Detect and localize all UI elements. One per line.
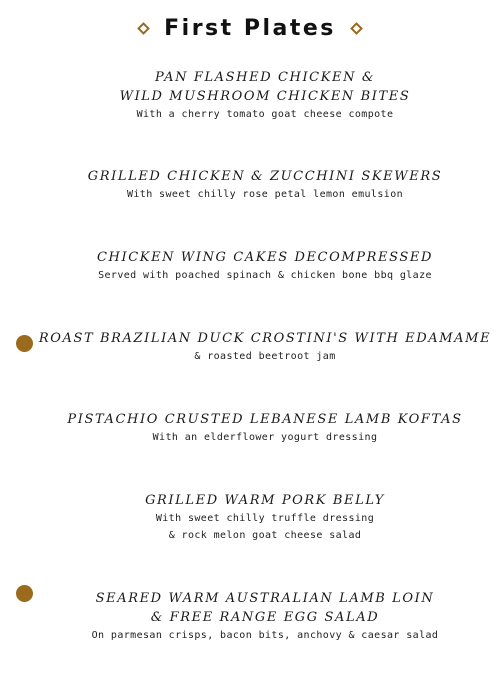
dish-description: On parmesan crisps, bacon bits, anchovy & caesar salad xyxy=(91,630,439,641)
dish-description: & rock melon goat cheese salad xyxy=(168,530,362,541)
dish-name: SEARED WARM AUSTRALIAN LAMB LOIN xyxy=(95,591,435,606)
menu-item-roast-brazilian-duck xyxy=(30,329,500,365)
menu-item-lebanese-lamb-koftas xyxy=(30,410,500,446)
diamond-right-icon xyxy=(350,22,363,35)
dish-name: GRILLED WARM PORK BELLY xyxy=(145,493,385,508)
menu-item-grilled-chicken-skewers xyxy=(30,167,500,203)
page-title: First Plates xyxy=(164,15,336,41)
menu-item-chicken-wing-cakes xyxy=(30,248,500,284)
dish-description: & roasted beetroot jam xyxy=(194,351,336,362)
dish-description: With sweet chilly truffle dressing xyxy=(155,513,375,524)
dish-name: ROAST BRAZILIAN DUCK CROSTINI'S WITH EDAMAME xyxy=(38,331,492,346)
menu-item-australian-lamb-loin xyxy=(30,589,500,644)
menu-header xyxy=(0,12,500,44)
dish-name: PAN FLASHED CHICKEN & xyxy=(154,70,376,85)
dish-name: CHICKEN WING CAKES DECOMPRESSED xyxy=(97,250,433,265)
menu-item-pan-flashed-chicken xyxy=(30,68,500,123)
dish-name: & FREE RANGE EGG SALAD xyxy=(150,610,380,625)
dish-description: With an elderflower yogurt dressing xyxy=(152,432,378,443)
dish-description: Served with poached spinach & chicken bone bbq glaze xyxy=(98,270,432,281)
diamond-left-icon xyxy=(137,22,150,35)
dish-description: With a cherry tomato goat cheese compote xyxy=(136,109,394,120)
dish-name: GRILLED CHICKEN & ZUCCHINI SKEWERS xyxy=(87,169,443,184)
dish-description: With sweet chilly rose petal lemon emulsion xyxy=(126,189,404,200)
menu-item-grilled-pork-belly xyxy=(30,491,500,544)
dish-name: PISTACHIO CRUSTED LEBANESE LAMB KOFTAS xyxy=(67,412,463,427)
dish-name: WILD MUSHROOM CHICKEN BITES xyxy=(119,89,411,104)
